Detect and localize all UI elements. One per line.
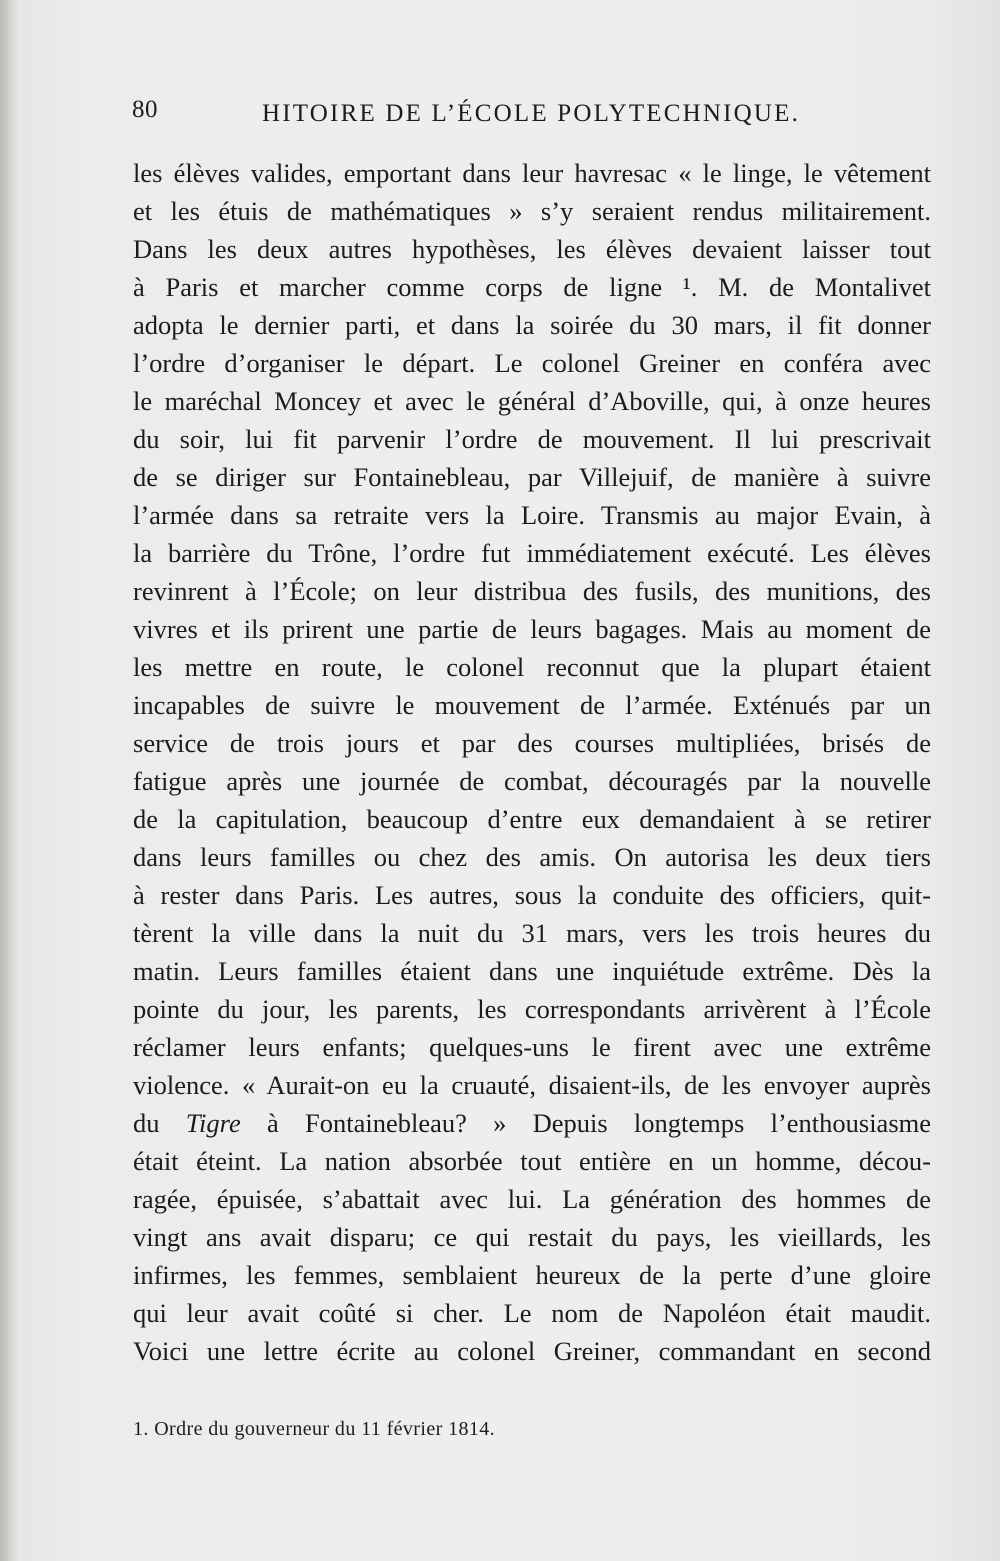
text-line: matin. Leurs familles étaient dans une inquiétude extrême. Dès la [133, 956, 931, 986]
text-line: l’ordre d’organiser le départ. Le colonel Greiner en conféra avec [133, 348, 931, 378]
text-line: réclamer leurs enfants; quelques-uns le firent avec une extrême [133, 1032, 931, 1062]
text-line: violence. « Aurait-on eu la cruauté, disaient-ils, de les envoyer auprès [133, 1070, 931, 1100]
text-line: adopta le dernier parti, et dans la soirée du 30 mars, il fit donner [133, 310, 931, 340]
text-line: le maréchal Moncey et avec le général d’Aboville, qui, à onze heures [133, 386, 931, 416]
text-line: Voici une lettre écrite au colonel Greiner, commandant en second [133, 1336, 931, 1366]
text-line: service de trois jours et par des courses multipliées, brisés de [133, 728, 931, 758]
footnote: 1. Ordre du gouverneur du 11 février 1814. [133, 1418, 496, 1440]
text-line: infirmes, les femmes, semblaient heureux de la perte d’une gloire [133, 1260, 931, 1290]
text-line: Dans les deux autres hypothèses, les élèves devaient laisser tout [133, 234, 931, 264]
text-line: de se diriger sur Fontainebleau, par Villejuif, de manière à suivre [133, 462, 931, 492]
text-line: de la capitulation, beaucoup d’entre eux demandaient à se retirer [133, 804, 931, 834]
text-line: incapables de suivre le mouvement de l’armée. Exténués par un [133, 690, 931, 720]
text-line: fatigue après une journée de combat, découragés par la nouvelle [133, 766, 931, 796]
text-line: la barrière du Trône, l’ordre fut immédiatement exécuté. Les élèves [133, 538, 931, 568]
text-line: revinrent à l’École; on leur distribua des fusils, des munitions, des [133, 576, 931, 606]
text-line: les mettre en route, le colonel reconnut que la plupart étaient [133, 652, 931, 682]
text-line: les élèves valides, emportant dans leur havresac « le linge, le vêtement [133, 158, 931, 188]
text-line: à Paris et marcher comme corps de ligne ¹. M. de Montalivet [133, 272, 931, 302]
text-line: et les étuis de mathématiques » s’y seraient rendus militairement. [133, 196, 931, 226]
text-line: ragée, épuisée, s’abattait avec lui. La génération des hommes de [133, 1184, 931, 1214]
text-line: du Tigre à Fontainebleau? » Depuis longtemps l’enthousiasme [133, 1108, 932, 1138]
text-line: à rester dans Paris. Les autres, sous la conduite des officiers, quit- [133, 880, 931, 910]
page-header [132, 96, 812, 136]
page-gutter-shadow [0, 0, 18, 1561]
text-line: était éteint. La nation absorbée tout entière en un homme, décou- [133, 1146, 931, 1176]
text-line: vivres et ils prirent une partie de leurs bagages. Mais au moment de [133, 614, 931, 644]
text-line: vingt ans avait disparu; ce qui restait du pays, les vieillards, les [133, 1222, 931, 1252]
page-number: 80 [132, 96, 158, 123]
running-title: HITOIRE DE L’ÉCOLE POLYTECHNIQUE. [262, 100, 801, 127]
text-line: qui leur avait coûté si cher. Le nom de Napoléon était maudit. [133, 1298, 931, 1328]
text-line: du soir, lui fit parvenir l’ordre de mouvement. Il lui prescrivait [133, 424, 931, 454]
text-line: l’armée dans sa retraite vers la Loire. Transmis au major Evain, à [133, 500, 931, 530]
text-line: dans leurs familles ou chez des amis. On autorisa les deux tiers [133, 842, 931, 872]
text-line: tèrent la ville dans la nuit du 31 mars, vers les trois heures du [133, 918, 931, 948]
text-line: pointe du jour, les parents, les correspondants arrivèrent à l’École [133, 994, 931, 1024]
